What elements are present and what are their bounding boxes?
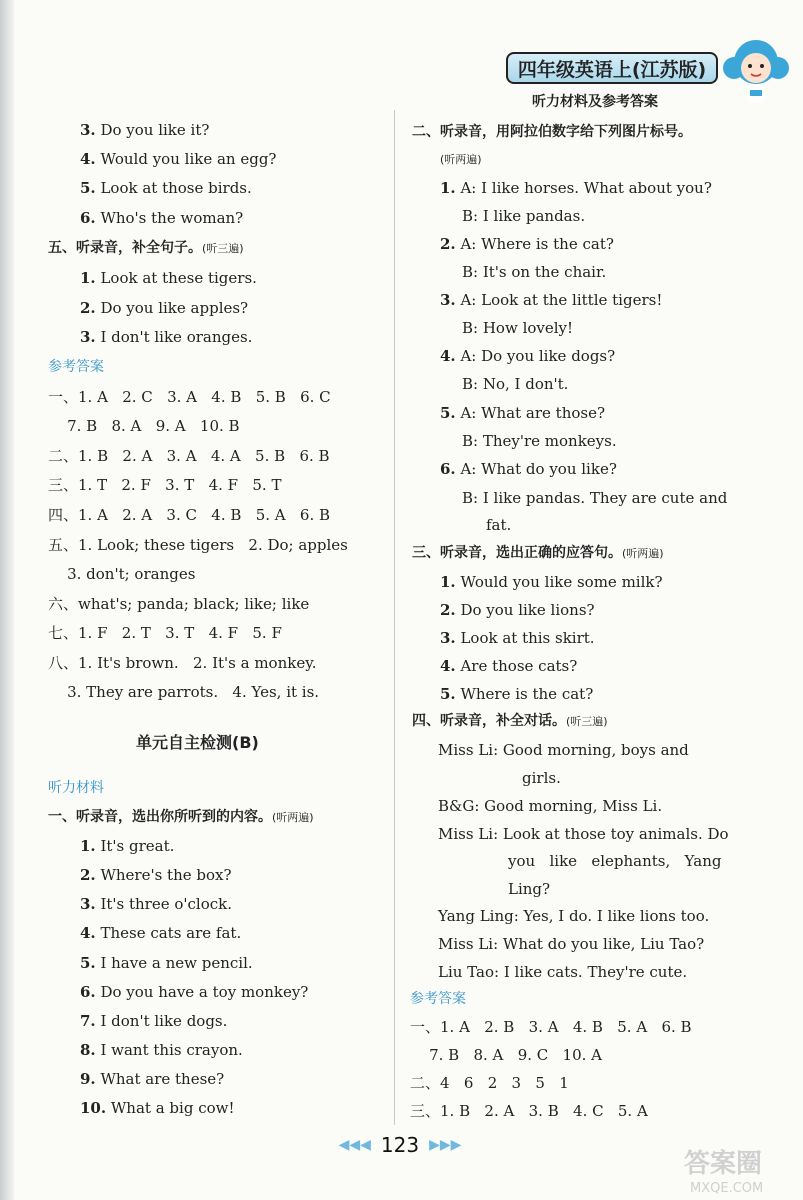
dialogue-line: B: How lovely!	[462, 319, 574, 337]
listening-heading: 听力材料	[48, 780, 104, 796]
page-spine-shadow	[0, 0, 14, 1200]
dialogue-line: B: I like pandas.	[462, 207, 586, 225]
list-item: 8. I want this crayon.	[80, 1041, 243, 1059]
dialogue-line: you like elephants, Yang	[508, 852, 722, 870]
dialogue-line: B: No, I don't.	[462, 375, 569, 393]
list-item: 5. Where is the cat?	[440, 685, 594, 703]
answer-line: 四、1. A 2. A 3. C 4. B 5. A 6. B	[48, 506, 331, 524]
list-item: 6. Who's the woman?	[80, 209, 244, 227]
dialogue-line: Ling?	[508, 880, 551, 898]
dialogue-line: 4. A: Do you like dogs?	[440, 347, 616, 365]
answer-line: 一、1. A 2. C 3. A 4. B 5. B 6. C	[48, 388, 331, 406]
list-item: 3. I don't like oranges.	[80, 328, 253, 346]
answer-line: 六、what's; panda; black; like; like	[48, 595, 310, 613]
page-number: 123	[380, 1133, 420, 1157]
list-item: 4. Are those cats?	[440, 657, 578, 675]
answer-line: 二、1. B 2. A 3. A 4. A 5. B 6. B	[48, 447, 330, 465]
dialogue-line: 1. A: I like horses. What about you?	[440, 179, 712, 197]
unit-title: 单元自主检测(B)	[136, 733, 259, 752]
watermark-logo-icon	[680, 1140, 795, 1195]
list-item: 9. What are these?	[80, 1070, 225, 1088]
girl-mascot-icon	[718, 28, 794, 106]
dialogue-line: 5. A: What are those?	[440, 404, 606, 422]
page-footer	[310, 1130, 490, 1160]
dialogue-line: Miss Li: Good morning, boys and	[438, 741, 689, 759]
list-item: 1. Look at these tigers.	[80, 269, 257, 287]
section-heading: 一、听录音，选出你所听到的内容。(听两遍)	[48, 809, 314, 825]
section-heading: 四、听录音，补全对话。(听三遍)	[412, 713, 608, 729]
book-title-box	[506, 52, 718, 84]
svg-text:答案圈: 答案圈	[684, 1149, 763, 1179]
list-item: 3. Do you like it?	[80, 121, 210, 139]
svg-text:MXQE.COM: MXQE.COM	[690, 1181, 764, 1195]
answer-line: 7. B 8. A 9. C 10. A	[410, 1046, 603, 1064]
answer-line: 3. They are parrots. 4. Yes, it is.	[48, 683, 320, 701]
prev-arrows-icon: ◀◀◀	[338, 1137, 371, 1153]
dialogue-line: B: I like pandas. They are cute and	[462, 489, 728, 507]
dialogue-line: Miss Li: What do you like, Liu Tao?	[438, 935, 705, 953]
answer-line: 3. don't; oranges	[48, 565, 196, 583]
answer-line: 三、1. T 2. F 3. T 4. F 5. T	[48, 476, 282, 494]
answer-line: 一、1. A 2. B 3. A 4. B 5. A 6. B	[410, 1018, 692, 1036]
list-item: 4. These cats are fat.	[80, 924, 242, 942]
answer-line: 7. B 8. A 9. A 10. B	[48, 417, 240, 435]
dialogue-line: Miss Li: Look at those toy animals. Do	[438, 825, 729, 843]
list-item: 1. Would you like some milk?	[440, 573, 663, 591]
list-item: 3. Look at this skirt.	[440, 629, 595, 647]
list-item: 4. Would you like an egg?	[80, 150, 277, 168]
list-item: 5. I have a new pencil.	[80, 954, 253, 972]
answer-line: 三、1. B 2. A 3. B 4. C 5. A	[410, 1102, 648, 1120]
list-item: 2. Where's the box?	[80, 866, 232, 884]
dialogue-line: fat.	[486, 516, 512, 534]
list-item: 10. What a big cow!	[80, 1099, 235, 1117]
section-heading: 五、听录音，补全句子。(听三遍)	[48, 240, 244, 256]
dialogue-line: B: They're monkeys.	[462, 432, 617, 450]
book-title: 四年级英语上(江苏版)	[517, 58, 707, 81]
dialogue-line: Yang Ling: Yes, I do. I like lions too.	[438, 907, 710, 925]
list-item: 6. Do you have a toy monkey?	[80, 983, 309, 1001]
section-subtitle: 听力材料及参考答案	[532, 94, 658, 110]
answer-heading: 参考答案	[48, 359, 104, 375]
answer-line: 七、1. F 2. T 3. T 4. F 5. F	[48, 624, 282, 642]
list-item: 5. Look at those birds.	[80, 179, 252, 197]
answer-line: 二、4 6 2 3 5 1	[410, 1074, 569, 1092]
section-heading: 三、听录音，选出正确的应答句。(听两遍)	[412, 545, 664, 561]
dialogue-line: Liu Tao: I like cats. They're cute.	[438, 963, 688, 981]
list-item: 3. It's three o'clock.	[80, 895, 233, 913]
list-item: 2. Do you like apples?	[80, 299, 249, 317]
answer-line: 八、1. It's brown. 2. It's a monkey.	[48, 654, 317, 672]
dialogue-line: B: It's on the chair.	[462, 263, 607, 281]
list-item: 1. It's great.	[80, 837, 175, 855]
section-note: (听两遍)	[440, 153, 482, 166]
answer-heading: 参考答案	[410, 991, 466, 1007]
column-divider	[394, 110, 395, 1125]
list-item: 7. I don't like dogs.	[80, 1012, 228, 1030]
dialogue-line: 2. A: Where is the cat?	[440, 235, 614, 253]
dialogue-line: B&G: Good morning, Miss Li.	[438, 797, 663, 815]
section-heading: 二、听录音，用阿拉伯数字给下列图片标号。	[412, 124, 692, 140]
dialogue-line: girls.	[522, 769, 561, 787]
dialogue-line: 3. A: Look at the little tigers!	[440, 291, 663, 309]
dialogue-line: 6. A: What do you like?	[440, 460, 617, 478]
answer-line: 五、1. Look; these tigers 2. Do; apples	[48, 536, 348, 554]
list-item: 2. Do you like lions?	[440, 601, 595, 619]
next-arrows-icon: ▶▶▶	[429, 1137, 462, 1153]
